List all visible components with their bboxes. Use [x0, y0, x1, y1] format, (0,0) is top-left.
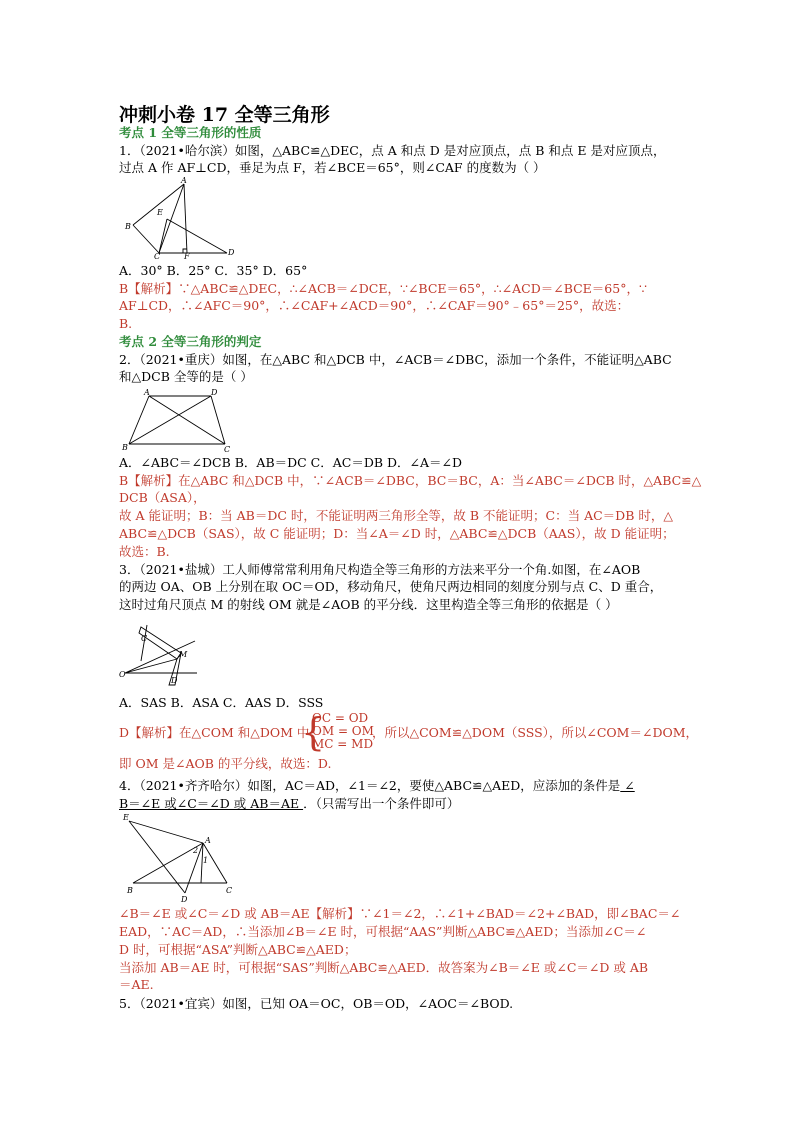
fig3-label-m: M — [179, 650, 188, 659]
q2-answer-line1: B【解析】在△ABC 和△DCB 中，∵∠ACB＝∠DBC，BC＝BC，A：当∠ABC＝∠DCB 时，△ABC≌△ — [119, 473, 702, 488]
fig1-label-d: D — [228, 248, 235, 257]
q5-text-line1: 5．（2021•宜宾）如图，已知 OA＝OC，OB＝OD，∠AOC＝∠BOD. — [119, 996, 514, 1011]
q2-text-line2: 和△DCB 全等的是（ ） — [119, 369, 253, 384]
section-heading-2: 考点 2 全等三角形的判定 — [119, 334, 262, 349]
fig4-label-2: 2 — [193, 846, 199, 855]
q2-answer-line5: 故选：B. — [119, 544, 170, 559]
q1-options: A．30° B．25° C．35° D．65° — [119, 263, 308, 278]
q3-equation-2: OM = OM — [312, 724, 374, 738]
q3-equation-3: MC = MD — [312, 737, 374, 751]
q2-figure — [119, 386, 239, 454]
q4-answer-line5: ＝AE. — [119, 977, 154, 992]
q3-text-line3: 这时过角尺顶点 M 的射线 OM 就是∠AOB 的平分线．这里构造全等三角形的依据是（ ） — [119, 597, 618, 612]
q3-options: A．SAS B．ASA C．AAS D．SSS — [119, 695, 324, 710]
fig4-label-a: A — [205, 836, 211, 845]
q1-text-line1: 1．（2021•哈尔滨）如图，△ABC≌△DEC，点 A 和点 D 是对应顶点，点 B 和点 E 是对应顶点， — [119, 143, 666, 158]
q4-text-line1 — [119, 778, 635, 794]
q3-answer-line2: 即 OM 是∠AOB 的平分线，故选：D. — [119, 756, 332, 771]
q4-blank-part1: ∠ — [620, 778, 635, 793]
q3-text-line1: 3．（2021•盐城）工人师傅常常利用角尺构造全等三角形的方法来平分一个角.如图，在∠AOB — [119, 562, 641, 577]
q4-text-line2 — [119, 796, 459, 812]
q2-answer-line4: ABC≌△DCB（SAS），故 C 能证明；D：当∠A＝∠D 时，△ABC≌△DCB（AAS），故 D 能证明； — [119, 526, 675, 541]
q1-answer-line1: B【解析】∵△ABC≌△DEC，∴∠ACB＝∠DCE，∵∠BCE＝65°，∴∠ACD＝∠BCE＝65°，∵ — [119, 281, 647, 296]
section-heading-1: 考点 1 全等三角形的性质 — [119, 125, 262, 140]
fig4-label-1: 1 — [203, 856, 209, 865]
fig4-label-d: D — [181, 895, 188, 903]
q1-answer-line3: B. — [119, 316, 133, 331]
fig1-label-e: E — [157, 208, 163, 217]
fig4-label-e: E — [123, 813, 129, 822]
fig3-label-c: C — [141, 634, 148, 643]
q3-text-line2: 的两边 OA、OB 上分别在取 OC＝OD，移动角尺，使角尺两边相同的刻度分别与点 C、D 重合， — [119, 579, 663, 594]
q4-answer-line4: 当添加 AB＝AE 时，可根据“SAS”判断△ABC≌△AED．故答案为∠B＝∠E 或∠C＝∠D 或 AB — [119, 960, 649, 975]
q1-figure — [119, 177, 239, 259]
fig1-label-f: F — [184, 252, 190, 259]
q3-answer-post: ，所以△COM≌△DOM（SSS），所以∠COM＝∠DOM， — [372, 725, 699, 740]
q1-text-line2: 过点 A 作 AF⊥CD，垂足为点 F，若∠BCE＝65°，则∠CAF 的度数为（ ） — [119, 160, 546, 175]
fig1-label-a: A — [181, 177, 187, 185]
q4-blank-part2: B＝∠E 或∠C＝∠D 或 AB＝AE — [119, 796, 304, 811]
q2-answer-line2: DCB（ASA）， — [119, 490, 206, 505]
fig3-label-o: O — [119, 670, 126, 679]
fig2-label-d: D — [211, 388, 218, 397]
fig1-label-c: C — [154, 252, 161, 259]
q2-answer-line3: 故 A 能证明；B：当 AB＝DC 时，不能证明两三角形全等，故 B 不能证明；C：当 AC＝DB 时，△ — [119, 508, 673, 523]
q3-system-brace: { — [301, 710, 326, 754]
fig2-label-a: A — [144, 388, 150, 397]
q3-equation-system — [312, 712, 374, 751]
fig4-label-b: B — [127, 886, 133, 895]
q4-text-line2-post: ．（只需写出一个条件即可） — [303, 796, 460, 811]
fig2-label-b: B — [122, 443, 128, 452]
q3-figure — [119, 615, 199, 687]
fig3-label-d: D — [171, 676, 178, 685]
fig2-label-c: C — [224, 445, 231, 454]
q3-equation-1: OC = OD — [312, 711, 369, 725]
fig1-label-b: B — [125, 222, 131, 231]
q2-text-line1: 2．（2021•重庆）如图，在△ABC 和△DCB 中，∠ACB＝∠DBC，添加一个条件，不能证明△ABC — [119, 352, 672, 367]
q4-text-line1-pre: 4．（2021•齐齐哈尔）如图，AC＝AD，∠1＝∠2，要使△ABC≌△AED，应添加的条件是 — [119, 778, 621, 793]
q1-answer-line2: AF⊥CD，∴∠AFC＝90°，∴∠CAF+∠ACD＝90°，∴∠CAF＝90°﹣65°＝25°，故选： — [119, 298, 630, 313]
page-title: 冲刺小卷 17 全等三角形 — [119, 104, 330, 126]
q4-answer-line3: D 时，可根据“ASA”判断△ABC≌△AED； — [119, 942, 357, 957]
fig4-label-c: C — [226, 886, 233, 895]
q4-answer-line1: ∠B＝∠E 或∠C＝∠D 或 AB＝AE【解析】∵∠1＝∠2，∴∠1+∠BAD＝∠2+∠BAD，即∠BAC＝∠ — [119, 906, 681, 921]
q3-answer-pre: D【解析】在△COM 和△DOM 中 — [119, 725, 310, 740]
q4-answer-line2: EAD，∵AC＝AD，∴当添加∠B＝∠E 时，可根据“AAS”判断△ABC≌△AED；当添加∠C＝∠ — [119, 924, 647, 939]
q4-figure — [119, 813, 239, 903]
q2-options: A．∠ABC＝∠DCB B．AB＝DC C．AC＝DB D．∠A＝∠D — [119, 455, 463, 470]
